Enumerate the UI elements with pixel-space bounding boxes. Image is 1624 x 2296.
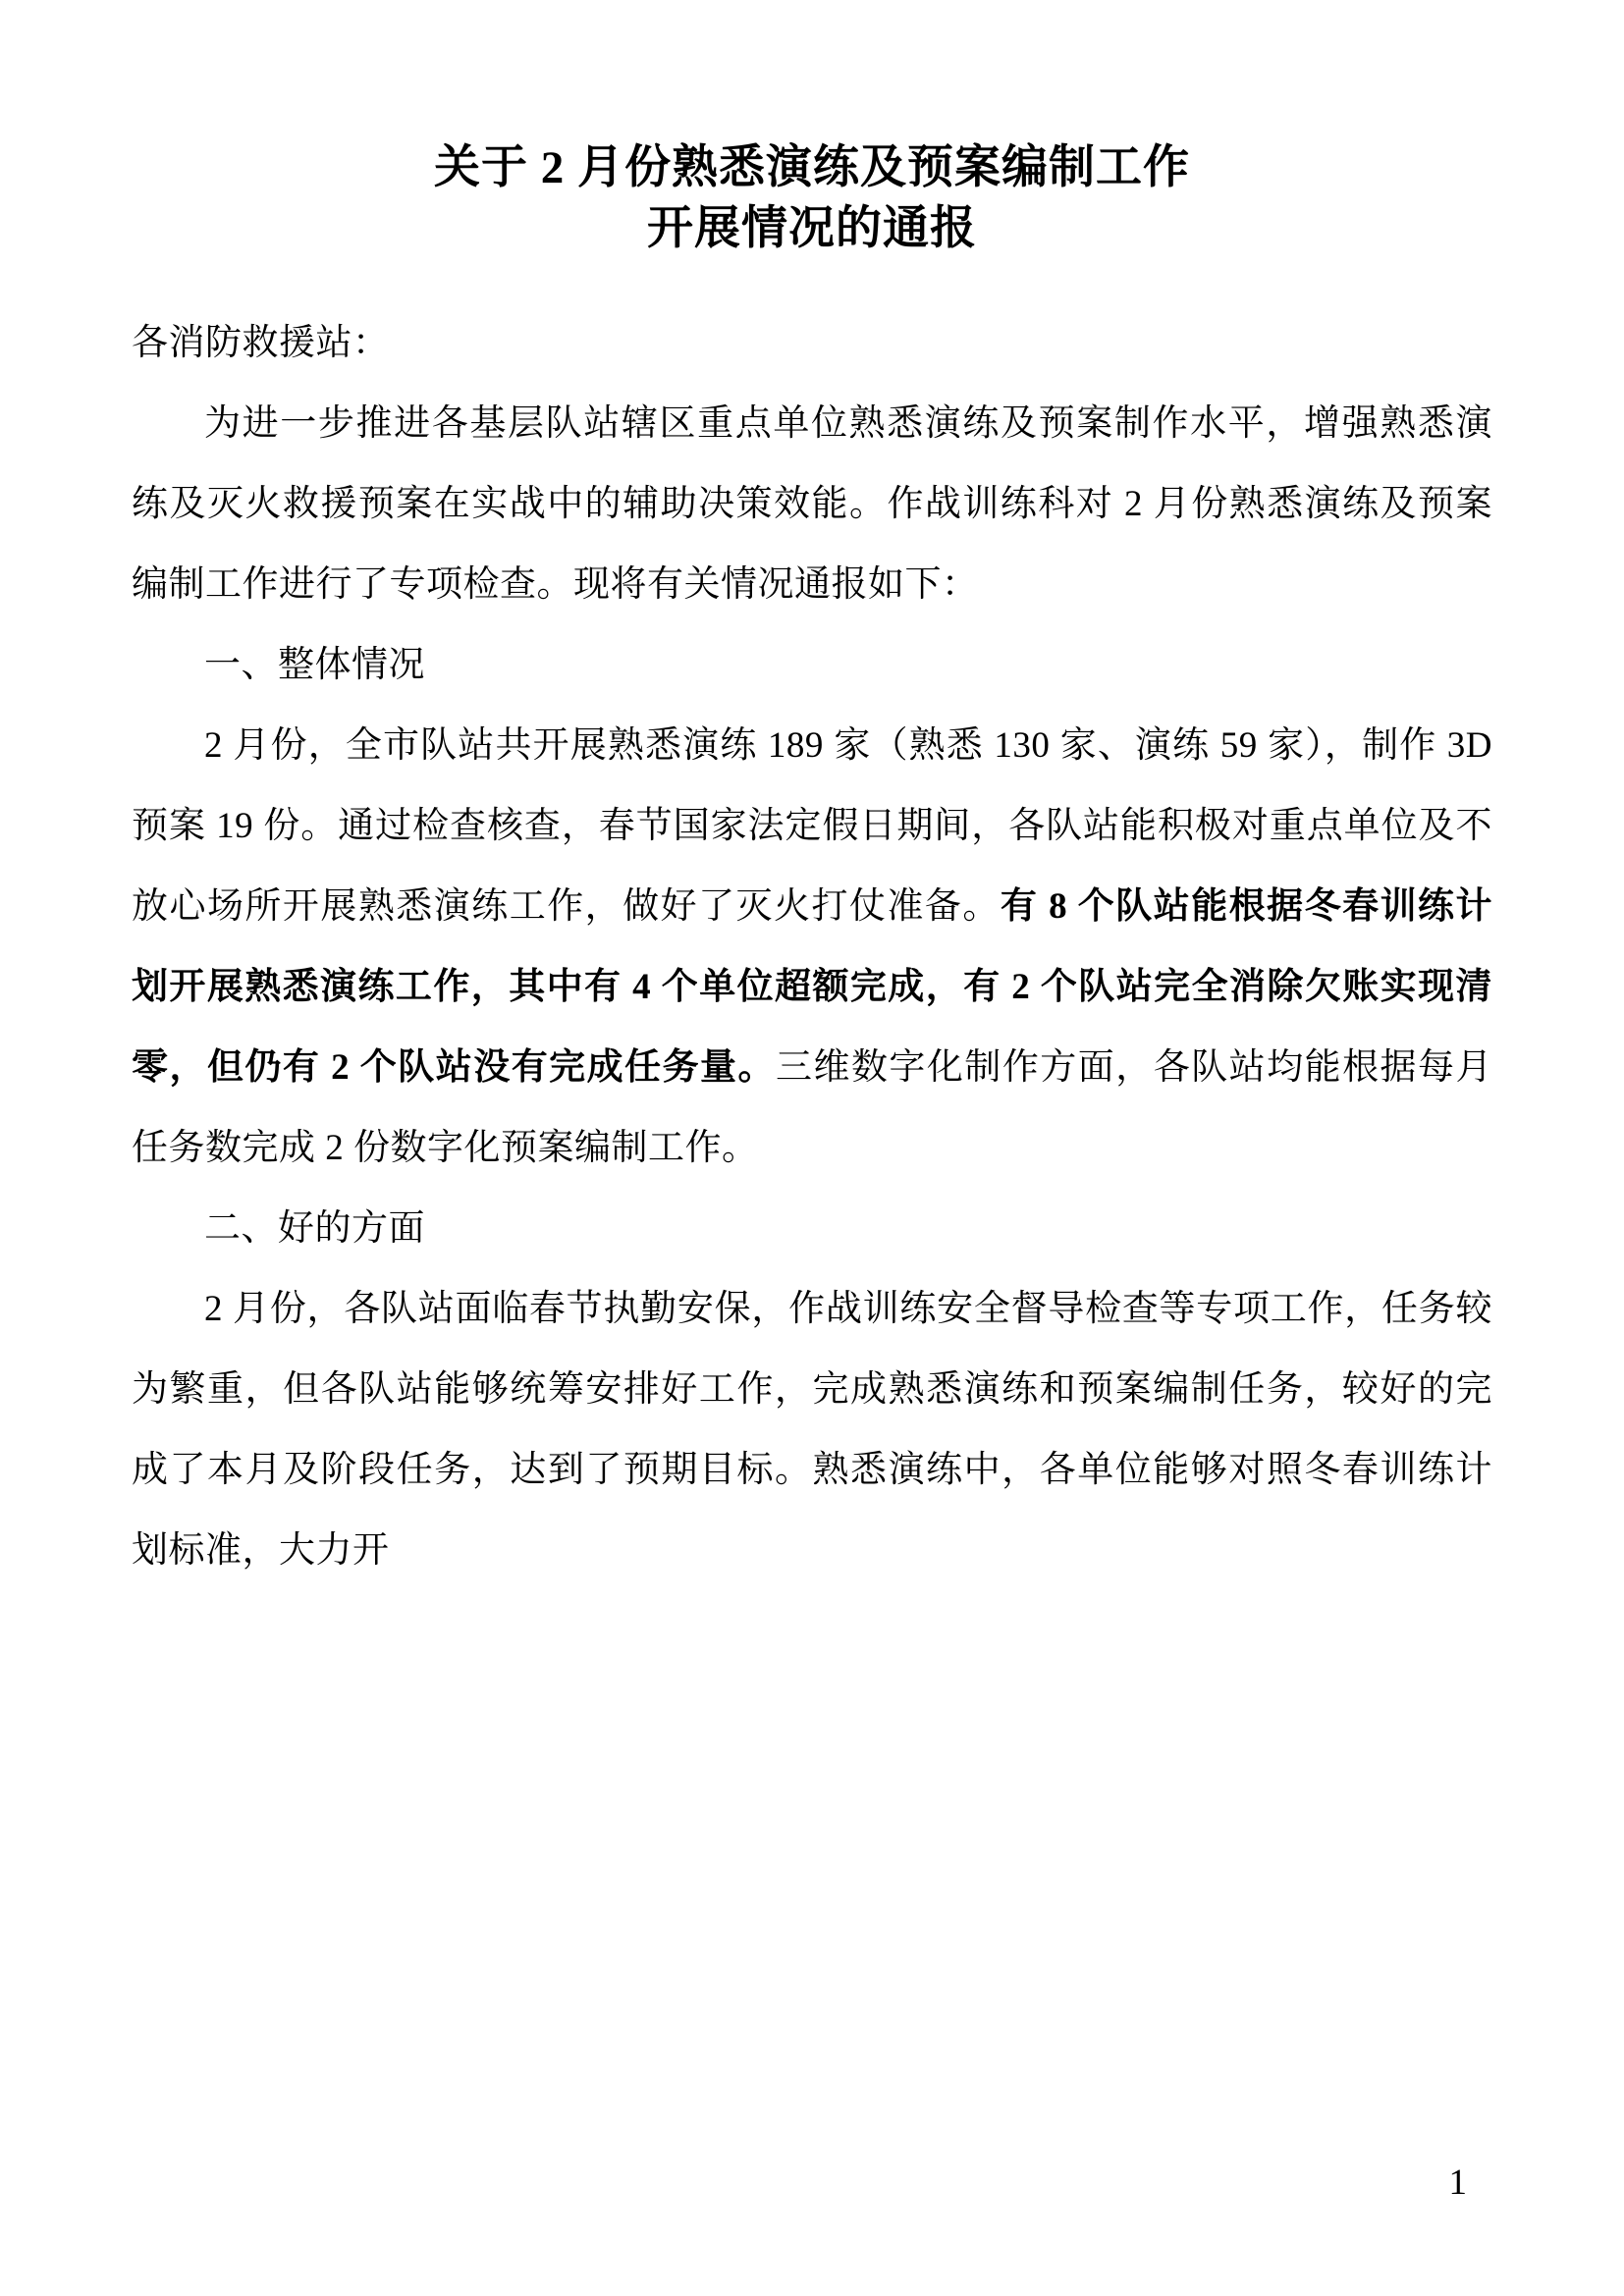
- overall-part-1: 2 月份，全市队站共开展熟悉演练 189 家（熟悉 130 家、演练 59 家），制作 3D 预案 19 份。通过检查核查，春节国家法定假日期间，各队站能积极对重点单位及不放心场所开展熟悉演练工作，做好了灭火打仗准备。: [132, 725, 1492, 927]
- title-line-1: 关于 2 月份熟悉演练及预案编制工作: [434, 142, 1190, 193]
- overall-situation-paragraph: [132, 706, 1492, 1189]
- intro-paragraph: 为进一步推进各基层队站辖区重点单位熟悉演练及预案制作水平，增强熟悉演练及灭火救援预案在实战中的辅助决策效能。作战训练科对 2 月份熟悉演练及预案编制工作进行了专项检查。现将有关情况通报如下：: [132, 403, 1492, 605]
- page-number: 1: [1448, 2163, 1467, 2203]
- salutation: 各消防救援站：: [132, 323, 390, 363]
- good-aspects-paragraph: 2 月份，各队站面临春节执勤安保，作战训练安全督导检查等专项工作，任务较为繁重，但各队站能够统筹安排好工作，完成熟悉演练和预案编制任务，较好的完成了本月及阶段任务，达到了预期目标。熟悉演练中，各单位能够对照冬春训练计划标准，大力开: [132, 1289, 1492, 1571]
- overall-part-2-bold: 有 8 个队站能根据冬春训练计划开展熟悉演练工作，其中有 4 个单位超额完成，有 2 个队站完全消除欠账实现清零，但仍有 2 个队站没有完成任务量。: [132, 886, 1493, 1088]
- overall-part-3: 三维数字化制作方面，各队站均能根据每月任务数完成 2 份数字化预案编制工作。: [132, 1047, 1492, 1168]
- title-line-2: 开展情况的通报: [647, 203, 977, 254]
- document-title: [132, 137, 1492, 259]
- section-heading-1: 一、整体情况: [204, 645, 425, 685]
- document-body: [132, 303, 1492, 1591]
- section-heading-2: 二、好的方面: [204, 1208, 425, 1249]
